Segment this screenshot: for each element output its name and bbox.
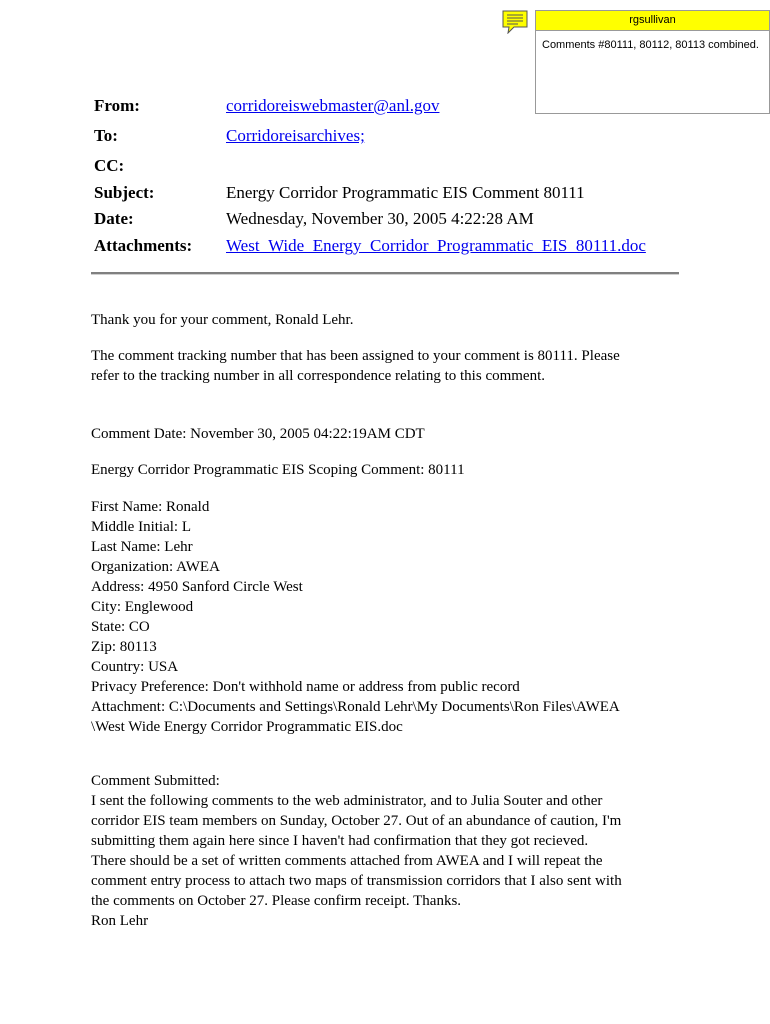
- submitted-line: corridor EIS team members on Sunday, October 27. Out of an abundance of caution, I'm: [91, 813, 622, 829]
- annotation-text: Comments #80111, 80112, 80113 combined.: [542, 39, 759, 51]
- header-divider: [91, 272, 679, 275]
- field-line: Organization: AWEA: [91, 559, 220, 575]
- to-label: To:: [94, 126, 118, 145]
- field-line: Country: USA: [91, 659, 179, 675]
- annotation-author: rgsullivan: [536, 11, 769, 31]
- submitted-line: comment entry process to attach two maps of transmission corridors that I also sent with: [91, 873, 622, 889]
- from-label: From:: [94, 96, 140, 115]
- annotation-popup[interactable]: [535, 10, 770, 114]
- submitted-line: There should be a set of written comments attached from AWEA and I will repeat the: [91, 853, 603, 869]
- field-line: Zip: 80113: [91, 639, 157, 655]
- attachments-label: Attachments:: [94, 236, 193, 255]
- comment-note-icon[interactable]: [502, 10, 528, 34]
- field-line: Last Name: Lehr: [91, 539, 193, 555]
- date-value: Wednesday, November 30, 2005 4:22:28 AM: [226, 209, 534, 228]
- field-line: Address: 4950 Sanford Circle West: [91, 579, 303, 595]
- from-email-link[interactable]: corridoreiswebmaster@anl.gov: [226, 96, 440, 115]
- field-line: Attachment: C:\Documents and Settings\Ronald Lehr\My Documents\Ron Files\AWEA: [91, 699, 620, 715]
- field-line: \West Wide Energy Corridor Programmatic EIS.doc: [91, 719, 403, 735]
- attachment-link[interactable]: West_Wide_Energy_Corridor_Programmatic_EIS_80111.doc: [226, 236, 646, 255]
- submitted-line: Ron Lehr: [91, 913, 149, 929]
- to-recipient-link[interactable]: Corridoreisarchives;: [226, 126, 365, 145]
- tracking-line-1: The comment tracking number that has been assigned to your comment is 80111. Please: [91, 348, 620, 364]
- cc-label: CC:: [94, 156, 125, 175]
- submitted-label: Comment Submitted:: [91, 773, 220, 789]
- field-line: First Name: Ronald: [91, 499, 210, 515]
- field-line: Privacy Preference: Don't withhold name or address from public record: [91, 679, 520, 695]
- submitted-line: submitting them again here since I haven't had confirmation that they got recieved.: [91, 833, 589, 849]
- submitted-line: I sent the following comments to the web administrator, and to Julia Souter and other: [91, 793, 603, 809]
- tracking-line-2: refer to the tracking number in all correspondence relating to this comment.: [91, 368, 546, 384]
- field-line: City: Englewood: [91, 599, 194, 615]
- scoping-comment: Energy Corridor Programmatic EIS Scoping Comment: 80111: [91, 462, 465, 478]
- submitted-line: the comments on October 27. Please confirm receipt. Thanks.: [91, 893, 462, 909]
- date-label: Date:: [94, 209, 134, 228]
- submitted-block: [91, 771, 622, 931]
- field-list: [91, 497, 620, 737]
- field-line: Middle Initial: L: [91, 519, 191, 535]
- subject-value: Energy Corridor Programmatic EIS Comment 80111: [226, 183, 585, 202]
- thanks-line: Thank you for your comment, Ronald Lehr.: [91, 312, 354, 328]
- field-line: State: CO: [91, 619, 150, 635]
- comment-date: Comment Date: November 30, 2005 04:22:19AM CDT: [91, 426, 425, 442]
- subject-label: Subject:: [94, 183, 155, 202]
